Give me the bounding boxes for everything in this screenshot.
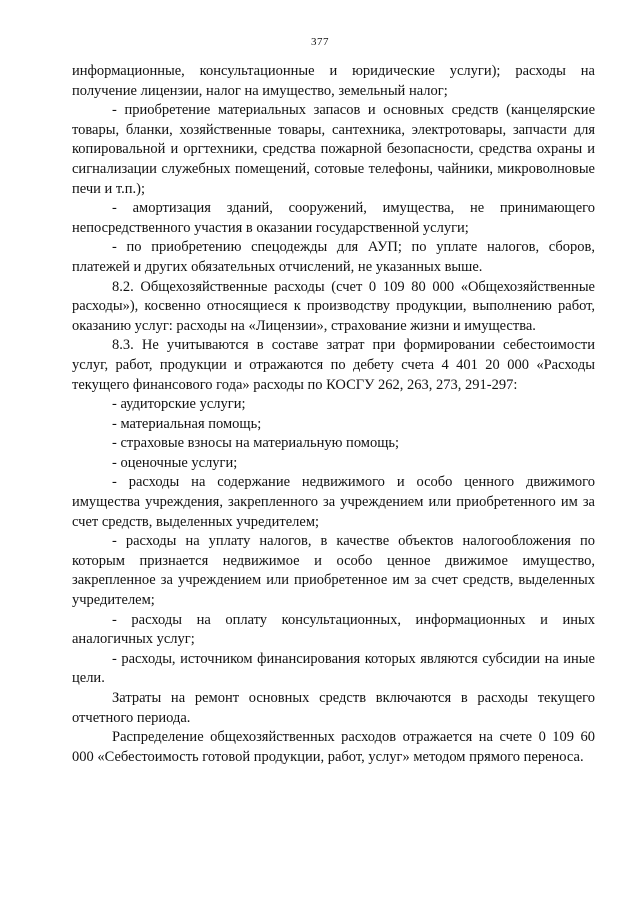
list-item: - расходы, источником финансирования которых являются субсидии на иные цели. [72,650,595,687]
paragraph: Распределение общехозяйственных расходов отражается на счете 0 109 60 000 «Себестоимость готовой продукции, работ, услуг» методом прямого переноса. [72,729,595,765]
paragraph: 8.2. Общехозяйственные расходы (счет 0 109 80 000 «Общехозяйственные расходы»), косвенно относящиеся к производству продукции, выполнению работ, оказанию услуг: расходы на «Лицензии», страхование жизни и имущества. [72,278,595,334]
paragraph: информационные, консультационные и юридические услуги); расходы на получение лицензии, налог на имущество, земельный налог; [72,63,595,99]
list-item: - аудиторские услуги; [112,396,246,413]
paragraph: - приобретение материальных запасов и основных средств (канцелярские товары, бланки, хозяйственные товары, сантехника, электротовары, запчасти для копировальной и оргтехники, средства пожарной безопасности, средства охраны и сигнализации служебных помещений, сотовые телефоны, чайники, микроволновые печи и т.п.); [72,102,595,197]
list-item: - расходы на оплату консультационных, информационных и иных аналогичных услуг; [72,611,595,648]
document-body [72,62,595,767]
list-item: - расходы на уплату налогов, в качестве объектов налогообложения по которым признается недвижимое и особо ценное движимое имущество, закрепленное за учреждением или приобретенное им за счет средств, выделенных учредителем; [72,533,595,609]
paragraph: 8.3. Не учитываются в составе затрат при формировании себестоимости услуг, работ, продукции и отражаются по дебету счета 4 401 20 000 «Расходы текущего финансового года» расходы по КОСГУ 262, 263, 273, 291-297: [72,337,595,393]
page-number: 377 [311,36,329,48]
paragraph: - амортизация зданий, сооружений, имущества, не принимающего непосредственного участия в оказании государственной услуги; [72,200,595,236]
list-item: - оценочные услуги; [112,454,238,471]
list-item: - страховые взносы на материальную помощь; [112,435,400,452]
list-item: - расходы на содержание недвижимого и особо ценного движимого имущества учреждения, закрепленного за учреждением или приобретенного им за счет средств, выделенных учредителем; [72,474,595,530]
paragraph: - по приобретению спецодежды для АУП; по уплате налогов, сборов, платежей и других обязательных отчислений, не указанных выше. [72,239,595,275]
list-item: - материальная помощь; [112,415,262,432]
paragraph: Затраты на ремонт основных средств включаются в расходы текущего отчетного периода. [72,690,595,726]
